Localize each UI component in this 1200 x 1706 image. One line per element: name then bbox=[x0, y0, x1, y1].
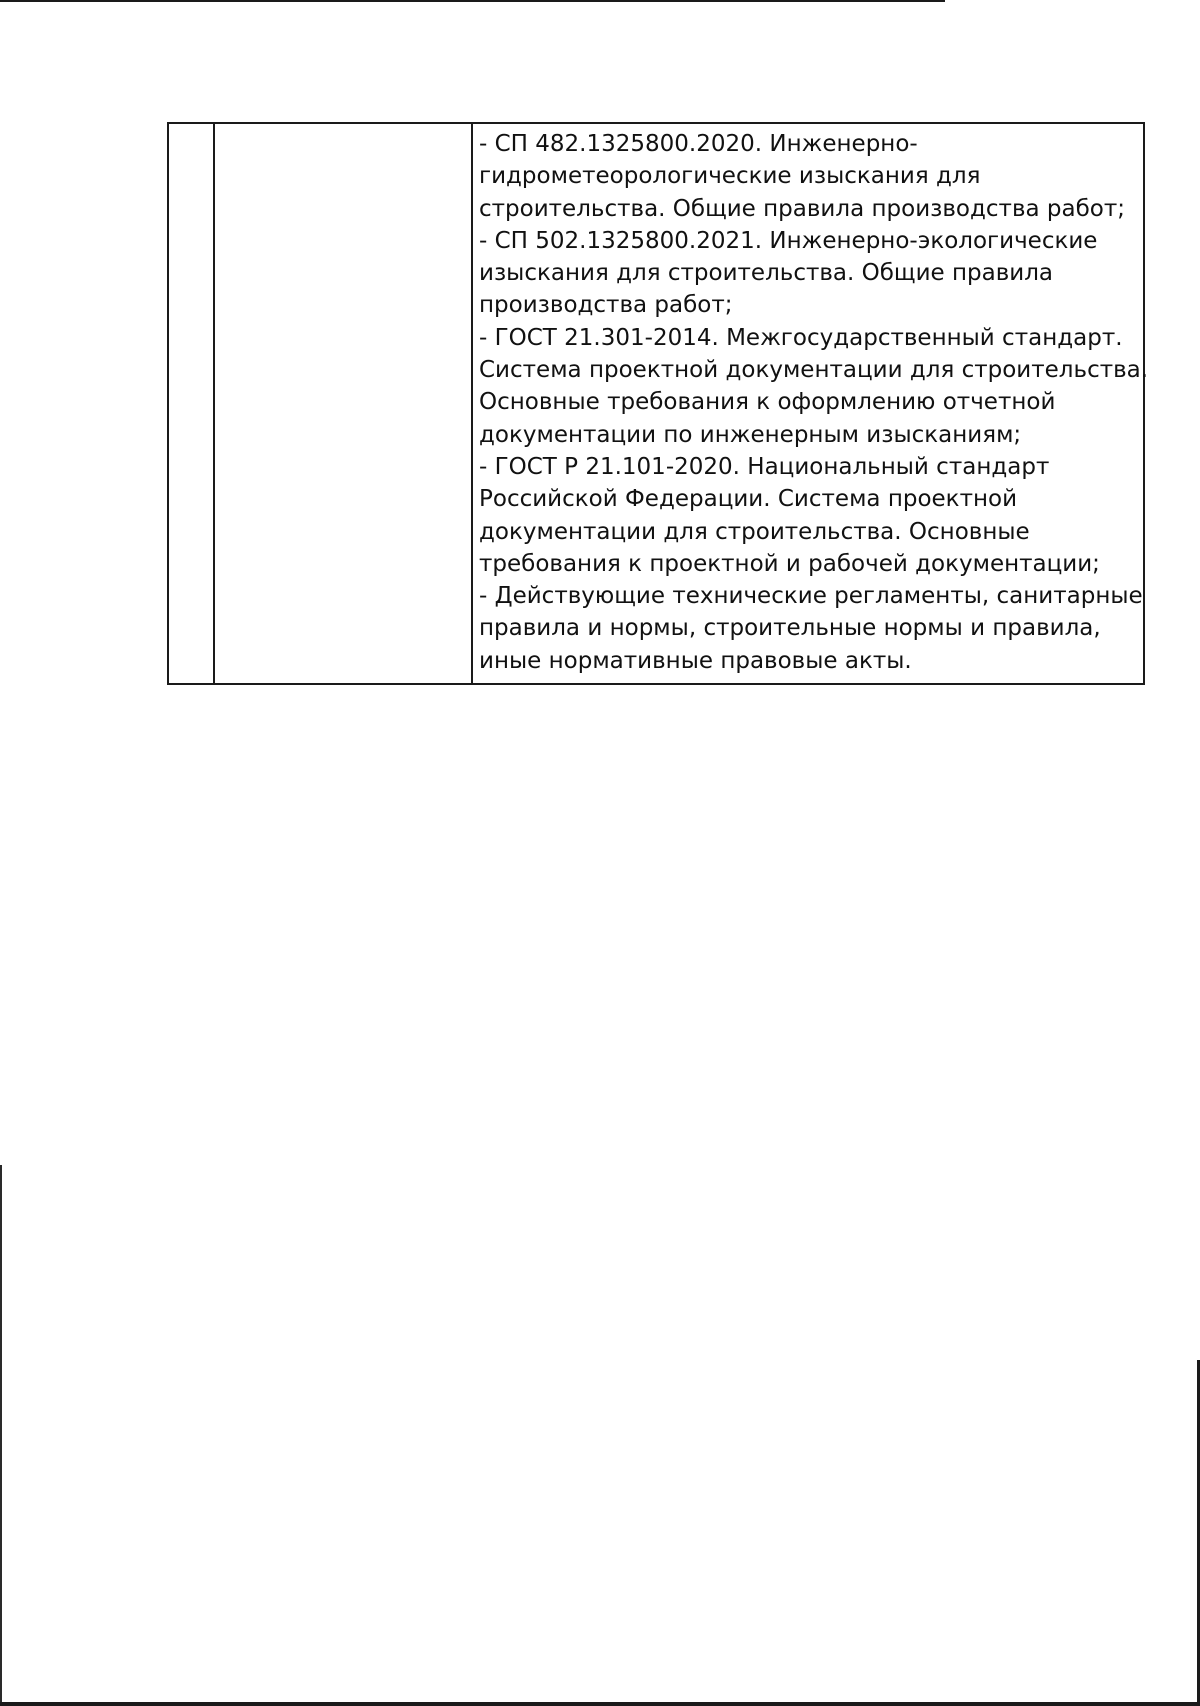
requirements-line: строительства. Общие правила производства работ; bbox=[479, 195, 1125, 222]
requirements-line: - СП 502.1325800.2021. Инженерно-экологические bbox=[479, 227, 1098, 254]
requirements-line: Система проектной документации для строительства. bbox=[479, 357, 1149, 384]
requirements-line: требования к проектной и рабочей документации; bbox=[479, 550, 1100, 577]
number-cell bbox=[168, 123, 214, 684]
requirements-line: - Действующие технические регламенты, санитарные bbox=[479, 583, 1143, 610]
requirements-line: производства работ; bbox=[479, 292, 733, 319]
requirements-line: иные нормативные правовые акты. bbox=[479, 647, 912, 674]
scan-left-edge bbox=[0, 1165, 2, 1706]
requirements-line: - ГОСТ 21.301-2014. Межгосударственный стандарт. bbox=[479, 324, 1123, 351]
requirements-line: правила и нормы, строительные нормы и правила, bbox=[479, 615, 1101, 642]
requirements-table bbox=[167, 122, 1149, 685]
scan-top-edge bbox=[0, 0, 945, 2]
scan-bottom-edge bbox=[0, 1702, 1200, 1706]
requirements-cell bbox=[472, 123, 1149, 684]
requirements-line: Российской Федерации. Система проектной bbox=[479, 486, 1018, 513]
requirements-line: - ГОСТ Р 21.101-2020. Национальный стандарт bbox=[479, 453, 1050, 480]
name-cell bbox=[214, 123, 472, 684]
requirements-line: документации по инженерным изысканиям; bbox=[479, 421, 1022, 448]
table-row bbox=[168, 123, 1144, 684]
requirements-line: Основные требования к оформлению отчетной bbox=[479, 389, 1056, 416]
requirements-line: гидрометеорологические изыскания для bbox=[479, 163, 981, 190]
requirements-line: изыскания для строительства. Общие правила bbox=[479, 260, 1054, 287]
requirements-line: документации для строительства. Основные bbox=[479, 518, 1030, 545]
requirements-line: - СП 482.1325800.2020. Инженерно- bbox=[479, 131, 918, 157]
